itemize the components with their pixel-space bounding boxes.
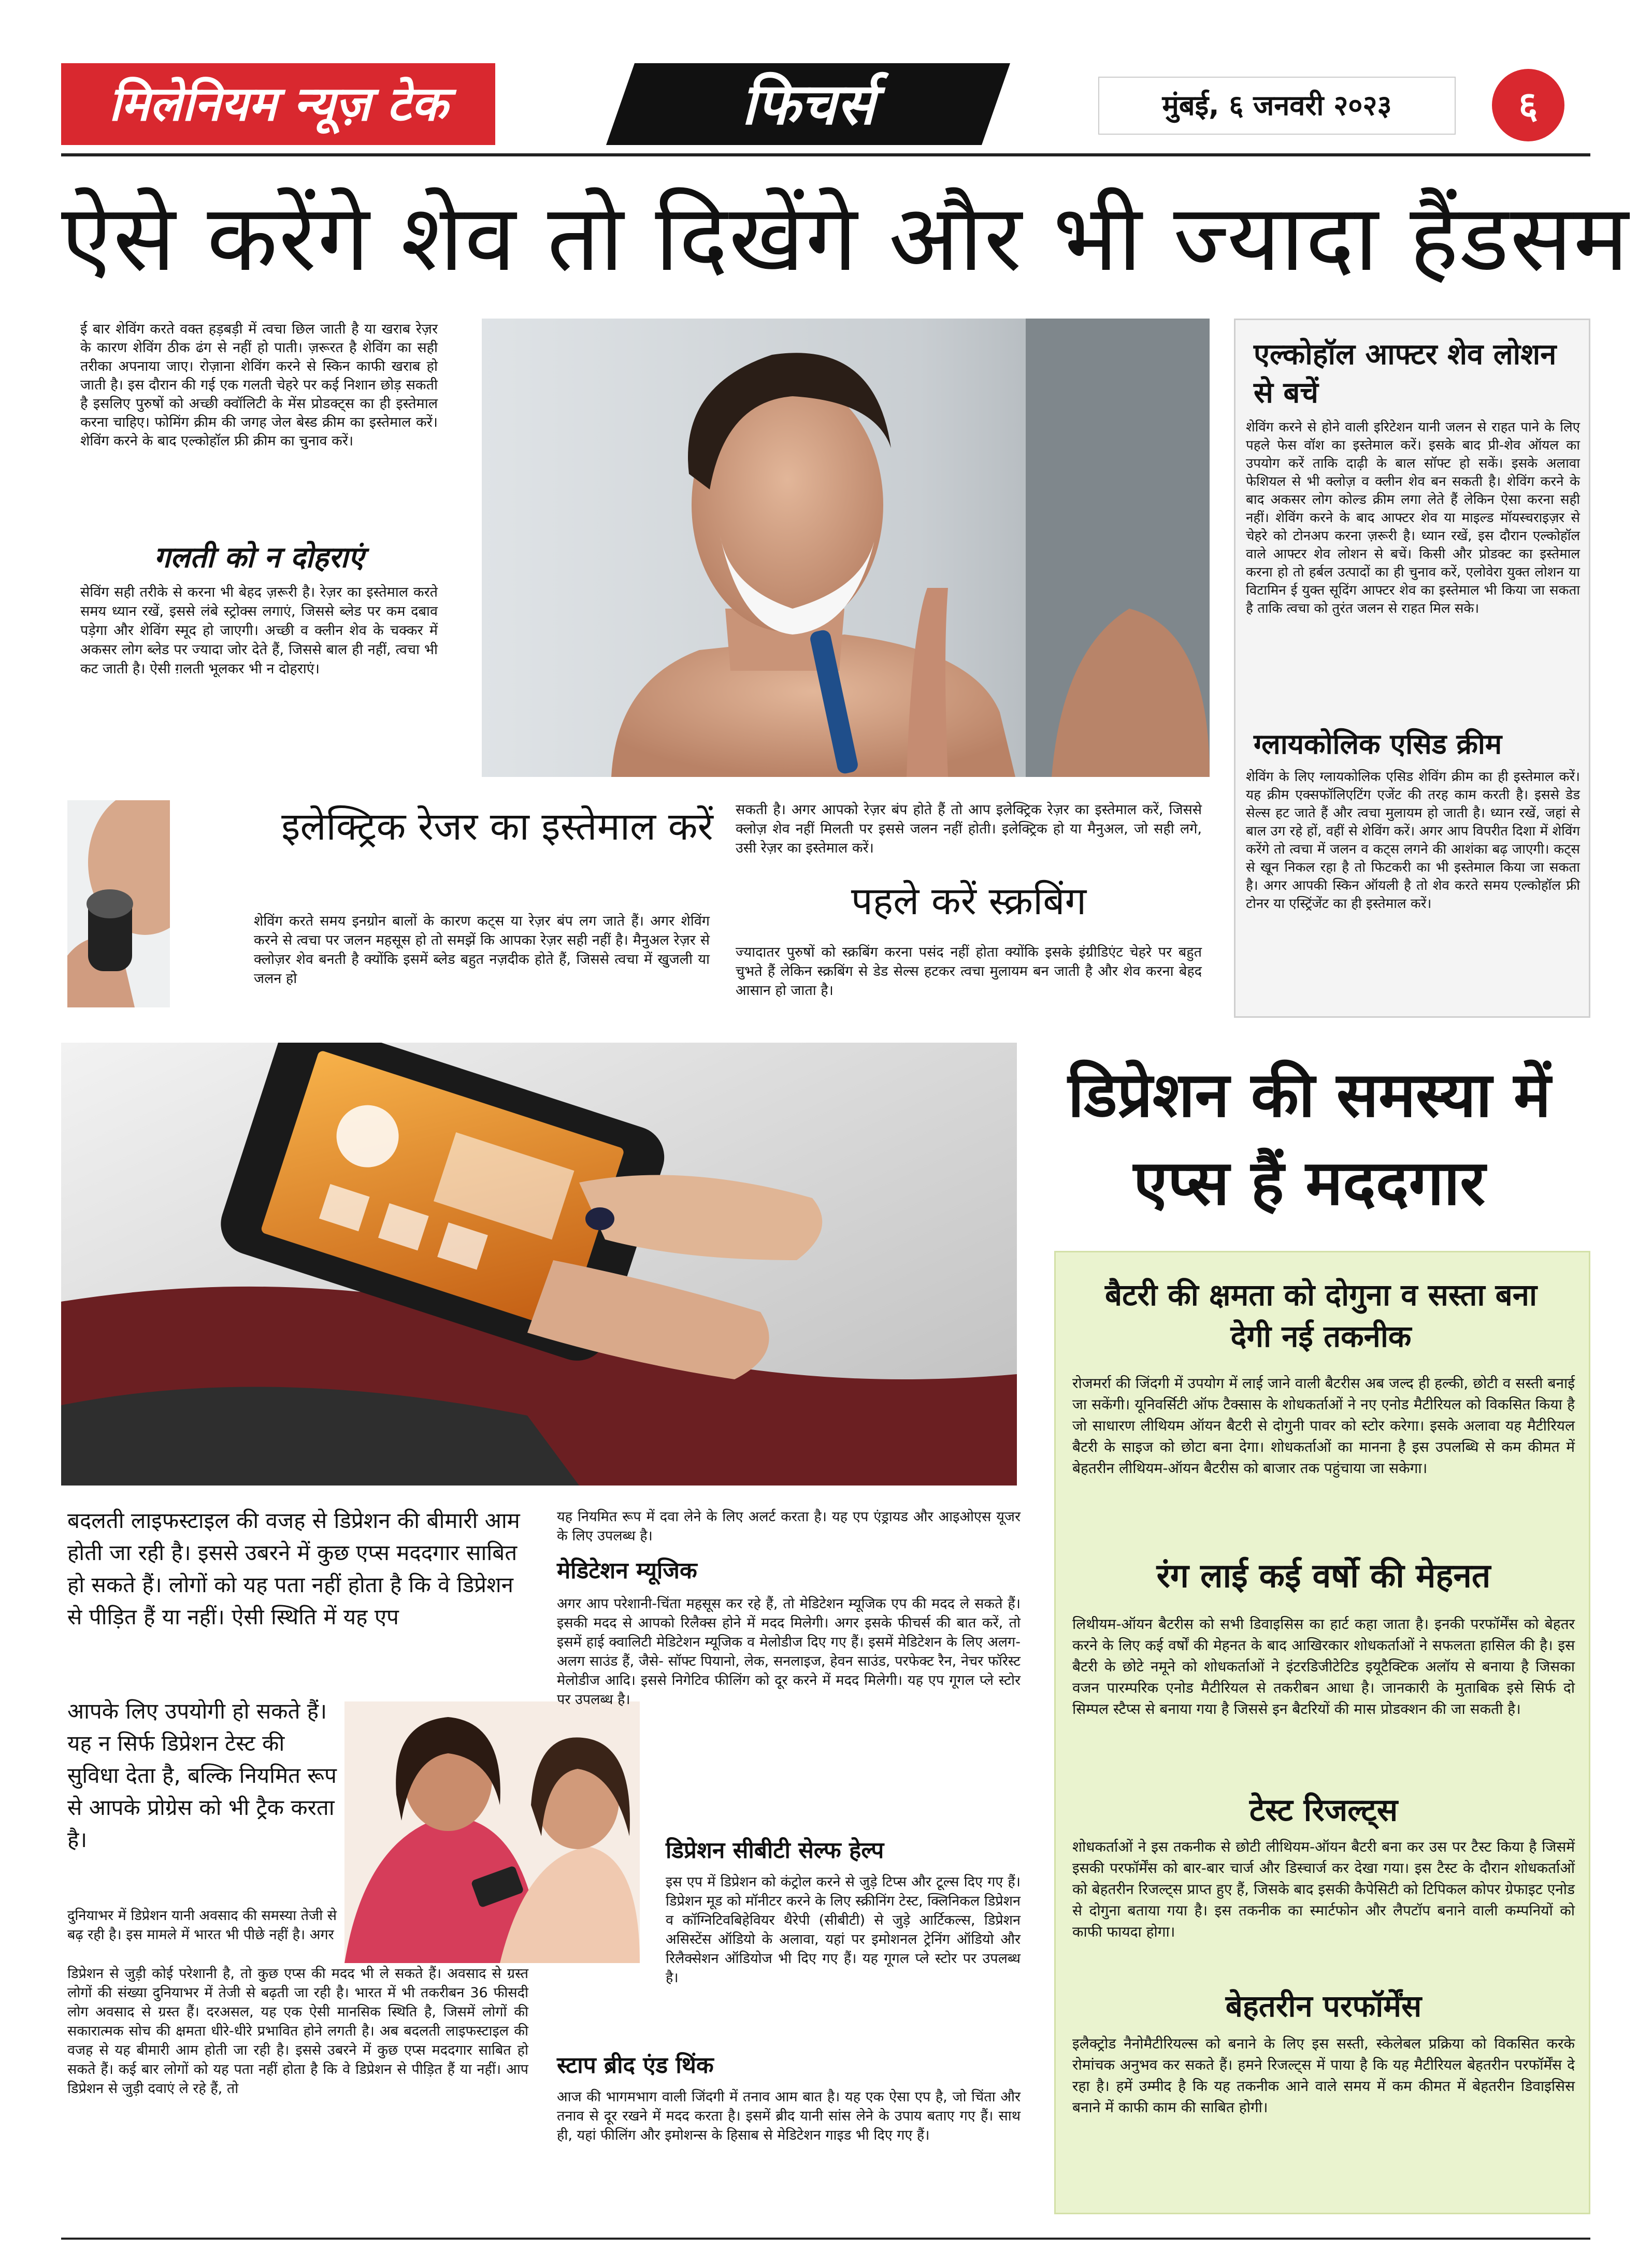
- sidebar2-headline: बैटरी की क्षमता को दोगुना व सस्ता बना देगी नई तकनीक: [1104, 1277, 1538, 1354]
- sidebar1-text1: शेविंग करने से होने वाली इरिटेशन यानी जलन से राहत पाने के लिए पहले फेस वॉश का इस्तेमाल करें। इसके बाद प्री-शेव ऑयल का उपयोग करें ताकि दाढ़ी के बाल सॉफ्ट हो सकें। इसके अलावा फेशियल से भी क्लोज़ व क्लीन शेव बन सकती है। शेविंग करने के बाद अकसर लोग कोल्ड क्रीम लगा लेते हैं लेकिन ऐसा करना सही नहीं। शेविंग करने के बाद आफ्टर शेव या माइल्ड मॉयस्चराइज़र से चेहरे को टोनअप करना ज़रूरी है। ध्यान रखें, इस दौरान एल्कोहॉल वाले आफ्टर शेव लोशन से बचें। किसी और प्रोडक्ट का इस्तेमाल करना हो तो हर्बल उत्पादों का ही चुनाव करें, एलोवेरा युक्त लोशन या विटामिन ई युक्त सूदिंग आफ्टर शेव का इस्तेमाल भी किया जा सकता है ताकि त्वचा को तुरंत जलन से राहत मिल सके।: [1246, 420, 1580, 616]
- electric-razor-photo: [67, 800, 170, 1007]
- sidebar2-sub1-text: लिथीयम-ऑयन बैटरीस को सभी डिवाइसिस का हार्ट कहा जाता है। इनकी परफॉर्मेंस को बेहतर करने के लिए कई वर्षों की मेहनत के बाद आखिरकार शोधकर्ताओं ने सफलता हासिल की है। इस बैटरी के छोटे नमूने को शोधकर्ताओं ने इंटरडिजीटेटिड इयूटैक्टिक अलॉय से बनाया है जिसका वजन पारम्परिक एनोड मैटीरियल से तकरीबन आधा है। जानकारी के मुताबिक इसे सिर्फ दो सिम्पल स्टैप्स से बनाया गया है जिससे इन बैटरियों की मास प्रोडक्शन की जा सकती है।: [1072, 1616, 1575, 1718]
- article1-sub1-text: सेविंग सही तरीके से करना भी बेहद ज़रूरी है। रेज़र का इस्तेमाल करते समय ध्यान रखें, इससे लंबे स्ट्रोक्स लगाएं, जिससे ब्लेड पर कम दबाव पड़ेगा और शेविंग स्मूद हो जाएगी। अच्छी व क्लीन शेव के चक्कर में अकसर लोग ब्लेड पर ज्यादा जोर देते हैं, जिससे बाल ही नहीं, त्वचा भी कट जाती है। ऐसी ग़लती भूलकर भी न दोहराएं।: [80, 584, 438, 677]
- article2-body2: डिप्रेशन से जुड़ी कोई परेशानी है, तो कुछ एप्स की मदद भी ले सकते हैं। अवसाद से ग्रस्त लोगों की संख्या दुनियाभर में तेजी से बढ़ती जा रही है। भारत में भी तकरीबन 36 फीसदी लोग अवसाद से ग्रस्त हैं। दरअसल, यह एक ऐसी मानसिक स्थिति है, जिसमें लोगों की सकारात्मक सोच की क्षमता धीरे-धीरे प्रभावित होने लगती है। अब बदलती लाइफस्टाइल की वजह से यह बीमारी आम होती जा रही है। इससे उबरने में कुछ एप्स मददगार साबित हो सकते हैं। कई बार लोगों को यह पता नहीं होता है कि वे डिप्रेशन से पीड़ित हैं या नहीं। आप डिप्रेशन से जुड़ी दवाएं ले रहे हैं, तो: [67, 1966, 528, 2097]
- article1-sub2-cont: सकती है। अगर आपको रेज़र बंप होते हैं तो आप इलेक्ट्रिक रेज़र का इस्तेमाल करें, जिससे क्लोज़ शेव नहीं मिलती पर इससे जलन नहीं होती। इलेक्ट्रिक हो या मैनुअल, जो सही लगे, उसी रेज़र का इस्तेमाल करें।: [736, 802, 1202, 856]
- article2-col2-top: यह नियमित रूप में दवा लेने के लिए अलर्ट करता है। यह एप एंड्रायड और आइओएस यूजर के लिए उपलब्ध है।: [557, 1509, 1021, 1544]
- article2-sub1-heading: मेडिटेशन म्यूजिक: [557, 1558, 697, 1584]
- article2-sub2-heading: डिप्रेशन सीबीटी सेल्फ हेल्प: [666, 1837, 884, 1864]
- page-number: ६: [1518, 83, 1538, 127]
- dateline: मुंबई, ६ जनवरी २०२३: [1162, 89, 1392, 122]
- article1-sub3-text: ज्यादातर पुरुषों को स्क्रबिंग करना पसंद नहीं होता क्योंकि इसके इंग्रीडिएंट चेहरे पर बहुत चुभते हैं लेकिन स्क्रबिंग से डेड सेल्स हटकर त्वचा मुलायम बन जाती है और शेव करना बेहद आसान हो जाता है।: [736, 944, 1202, 999]
- article2-lead: बदलती लाइफस्टाइल की वजह से डिप्रेशन की बीमारी आम होती जा रही है। इससे उबरने में कुछ एप्स मददगार साबित हो सकते हैं। लोगों को यह पता नहीं होता है कि वे डिप्रेशन से पीड़ित हैं या नहीं। ऐसी स्थिति में यह एप: [67, 1508, 520, 1629]
- sidebar1-head2: ग्लायकोलिक एसिड क्रीम: [1254, 728, 1502, 760]
- article1-sub2-text: शेविंग करते समय इनग्रोन बालों के कारण कट्स या रेज़र बंप लग जाते हैं। अगर शेविंग करने से त्वचा पर जलन महसूस हो तो समझें कि आपका रेज़र सही नहीं है। मैनुअल रेज़र से क्लोज़र शेव बनती है क्योंकि इसमें ब्लेड बहुत नज़दीक होते हैं, जिससे त्वचा में खुजली या जलन हो: [254, 913, 710, 987]
- article1-intro: ई बार शेविंग करते वक्त हड़बड़ी में त्वचा छिल जाती है या खराब रेज़र के कारण शेविंग ठीक ढंग से नहीं हो पाती। ज़रूरत है शेविंग का सही तरीका अपनाया जाए। रोज़ाना शेविंग करने से स्किन काफी खराब हो जाती है। इस दौरान की गई एक गलती चेहरे पर कई निशान छोड़ सकती है इसलिए पुरुषों को अच्छी क्वॉलिटी के मेंस प्रोडक्ट्स का ही इस्तेमाल करना चाहिए। फोमिंग क्रीम की जगह जेल बेस्ड क्रीम का इस्तेमाल करें। शेविंग करने के बाद एल्कोहॉल फ्री क्रीम का चुनाव करें।: [80, 321, 438, 449]
- sidebar2-sub3: बेहतरीन परफॉर्मेंस: [1225, 1988, 1422, 2024]
- footer-rule: [61, 2238, 1590, 2240]
- sidebar1-text2: शेविंग के लिए ग्लायकोलिक एसिड शेविंग क्रीम का ही इस्तेमाल करें। यह क्रीम एक्सफॉलिएटिंग एजेंट की तरह काम करती है। इससे डेड सेल्स हट जाते हैं और त्वचा मुलायम हो जाती है। ध्यान रखें, जहां से बाल उग रहे हों, वहीं से शेविंग करें। अगर आप विपरीत दिशा में शेविंग करेंगे तो त्वचा में जलन व कट्स लगने की आशंका बढ़ जाएगी। कट्स से खून निकल रहा है तो फिटकरी का भी इस्तेमाल किया जा सकता है। अगर आपकी स्किन ऑयली है तो शेव करते समय एल्कोहॉल फ्री टोनर या एस्ट्रिंजेंट का ही इस्तेमाल करें।: [1246, 769, 1580, 912]
- header-rule: [61, 153, 1590, 156]
- sidebar2-sub3-text: इलैक्ट्रोड नैनोमैटीरियल्स को बनाने के लिए इस सस्ती, स्केलेबल प्रक्रिया को विकसित करके रोमांचक अनुभव कर सकते हैं। हमने रिजल्ट्स में पाया है कि यह मैटीरियल बेहतरीन परफॉर्मेंस दे रहा है। हमें उम्मीद है कि यह तकनीक आने वाले समय में कम कीमत में बेहतरीन डिवाइसिस बनाने में काफी काम की साबित होगी।: [1072, 2035, 1575, 2116]
- section-title: फिचर्स: [741, 71, 875, 137]
- women-phone-photo: [344, 1701, 640, 1963]
- article1-sub2-heading: इलेक्ट्रिक रेजर का इस्तेमाल करें: [281, 804, 713, 849]
- article2-sub3-text: आज की भागमभाग वाली जिंदगी में तनाव आम बात है। यह एक ऐसा एप है, जो चिंता और तनाव से दूर रखने में मदद करता है। इसमें ब्रीद यानी सांस लेने के उपाय बताए गए हैं। साथ ही, यहां फीलिंग और इमोशन्स के हिसाब से मेडिटेशन गाइड भी दिए गए हैं।: [557, 2089, 1021, 2143]
- brand-logo: मिलेनियम न्यूज़ टेक: [108, 76, 448, 132]
- article2-headline: डिप्रेशन की समस्या में एप्स हैं मददगार: [1068, 1059, 1551, 1219]
- article1-headline: ऐसे करेंगे शेव तो दिखेंगे और भी ज्यादा हैंडसम: [61, 184, 1630, 292]
- article2-sub2-text: इस एप में डिप्रेशन को कंट्रोल करने से जुड़े टिप्स और टूल्स दिए गए हैं। डिप्रेशन मूड को मॉनीटर करने के लिए स्क्रीनिंग टेस्ट, क्लिनिकल डिप्रेशन व कॉग्निटिवबिहेवियर थैरेपी (सीबीटी) से जुड़े आर्टिकल्स, डिप्रेशन असिस्टेंस ऑडियो के अलावा, यहां पर इमोशनल ट्रेनिंग ऑडियो और रिलैक्सेशन ऑडियोज भी दिए गए हैं। यह गूगल प्ले स्टोर पर उपलब्ध है।: [666, 1874, 1021, 1986]
- sidebar2-sub1: रंग लाई कई वर्षो की मेहनत: [1156, 1557, 1491, 1595]
- article2-sub3-heading: स्टाप ब्रीद एंड थिंक: [557, 2052, 714, 2079]
- article2-body1: दुनियाभर में डिप्रेशन यानी अवसाद की समस्या तेजी से बढ़ रही है। इस मामले में भारत भी पीछे नहीं है। अगर: [67, 1908, 337, 1943]
- sidebar2-sub2-text: शोधकर्ताओं ने इस तकनीक से छोटी लीथियम-ऑयन बैटरी बना कर उस पर टैस्ट किया है जिसमें इसकी परफॉर्मेंस को बार-बार चार्ज और डिस्चार्ज कर देखा गया। इस टैस्ट के दौरान शोधकर्ताओं को बेहतरीन रिजल्ट्स प्राप्त हुए हैं, जिसके बाद इसकी कैपेसिटी को टिपिकल कोपर ग्रेफाइट एनोड से दोगुना बताया गया है। इस तकनीक का स्मार्टफोन और लैपटॉप बनाने वाली कम्पनियों को काफी फायदा होगा।: [1072, 1838, 1575, 1940]
- shaving-man-photo: [482, 319, 1210, 777]
- sidebar2-text1: रोजमर्रा की जिंदगी में उपयोग में लाई जाने वाली बैटरीस अब जल्द ही हल्की, छोटी व सस्ती बनाई जा सकेंगी। यूनिवर्सिटी ऑफ टैक्सास के शोधकर्ताओं ने नए एनोड मैटीरियल को विकसित किया है जो साधारण लीथियम ऑयन बैटरी से दोगुनी पावर को स्टोर करेगा। इसके अलावा यह मैटीरियल बैटरी के साइज को छोटा बना देगा। शोधकर्ताओं का मानना है इस उपलब्धि से कम कीमत में बेहतरीन लीथियम-ऑयन बैटरीस को बाजार तक पहुंचाया जा सकेगा।: [1072, 1375, 1575, 1477]
- article1-sub1-heading: गलती को न दोहराएं: [154, 541, 364, 574]
- article2-sub1-text: अगर आप परेशानी-चिंता महसूस कर रहे हैं, तो मेडिटेशन म्यूजिक एप की मदद ले सकते हैं। इसकी मदद से आपको रिलैक्स होने में मदद मिलेगी। अगर इसके फीचर्स की बात करें, तो इसमें हाई क्वालिटी मेडिटेशन म्यूजिक व मेलोडीज दिए गए हैं। इसमें मेडिटेशन के लिए अलग-अलग साउंड हैं, जैसे- सॉफ्ट पियानो, लेक, सनलाइज, हेवन साउंड, परफेक्ट रैन, नेचर फॉरेस्ट मेलोडीज आदि। इससे निगेटिव फीलिंग को दूर करने में मदद मिलेगी। यह एप गूगल प्ले स्टोर पर उपलब्ध है।: [557, 1596, 1021, 1708]
- smartphone-photo: [61, 1043, 1017, 1486]
- article2-lead-cont: आपके लिए उपयोगी हो सकते हैं। यह न सिर्फ डिप्रेशन टेस्ट की सुविधा देता है, बल्कि नियमित रूप से आपके प्रोग्रेस को भी ट्रैक करता है।: [67, 1698, 337, 1852]
- masthead: [0, 0, 1652, 155]
- sidebar2-sub2: टेस्ट रिजल्ट्स: [1249, 1792, 1398, 1828]
- article1-sub3-heading: पहले करें स्क्रबिंग: [851, 879, 1087, 924]
- sidebar1-head1: एल्कोहॉल आफ्टर शेव लोशन से बचें: [1254, 338, 1557, 410]
